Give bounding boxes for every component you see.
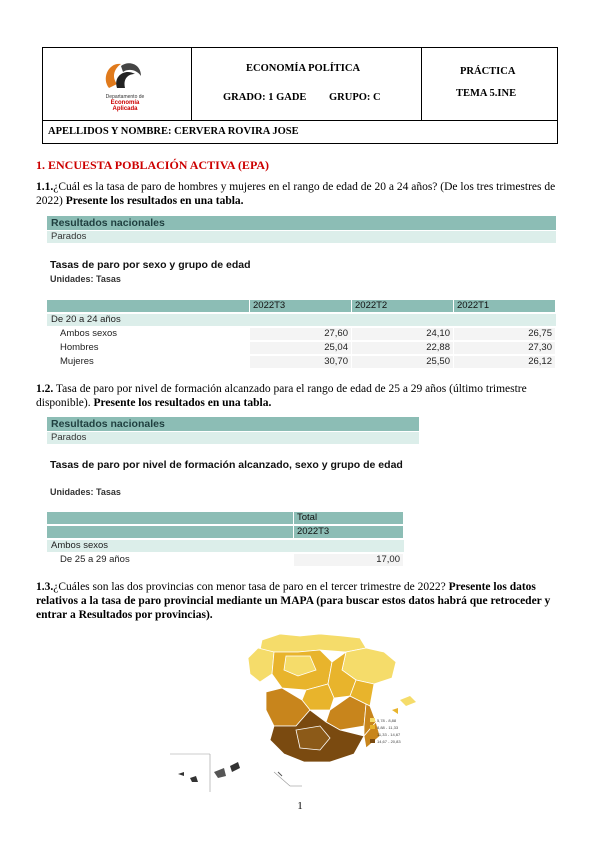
units-label: Unidades: Tasas [50,274,121,284]
divider [191,48,192,120]
question-instruction: Presente los datos relativos a la tasa de paro provincial mediante un MAPA (para buscar estos datos habrá que retroceder y entrar a Resultados por provincias). [36,581,551,621]
results-bar: Resultados nacionales [47,216,556,230]
group-label: GRUPO: C [329,92,381,103]
topic-label: TEMA 5.INE [456,88,517,99]
legend-item: 8,88 - 11,33 [377,725,399,730]
units-label: Unidades: Tasas [50,487,121,497]
unemployment-map [170,626,430,792]
grade-label: GRADO: 1 GADE [223,92,307,103]
table-cell: 26,12 [454,356,556,368]
logo-line2: Economía [110,100,140,106]
question-instruction: Presente los resultados en una tabla. [65,195,244,207]
row-label: De 25 a 29 años [60,554,130,565]
page-number: 1 [297,800,303,812]
row-label: Ambos sexos [60,328,118,339]
question-1-2 [36,382,564,410]
row-label: Hombres [60,342,99,353]
department-logo [95,58,153,110]
column-header: 2022T3 [250,300,352,312]
table-title: Tasas de paro por nivel de formación alcanzado, sexo y grupo de edad [50,459,403,471]
table-cell: 24,10 [352,328,454,340]
table-cell: 27,60 [250,328,352,340]
student-name: APELLIDOS Y NOMBRE: CERVERA ROVIRA JOSE [48,126,299,137]
column-header: 2022T2 [352,300,454,312]
table-cell: 30,70 [250,356,352,368]
table-title: Tasas de paro por sexo y grupo de edad [50,259,251,271]
divider [43,120,557,121]
question-text: Tasa de paro por nivel de formación alcanzado para el rango de edad de 25 a 29 años (último trimestre disponible). [36,383,527,409]
practice-label: PRÁCTICA [460,66,516,77]
column-header: 2022T1 [454,300,556,312]
table-cell: 22,88 [352,342,454,354]
table-cell: 26,75 [454,328,556,340]
question-number: 1.1. [36,181,54,193]
table-cell: 27,30 [454,342,556,354]
table-cell: 25,04 [250,342,352,354]
table-header-blank [47,526,294,538]
question-text: ¿Cuál es la tasa de paro de hombres y mujeres en el rango de edad de 20 a 24 años? (De los tres trimestres de 2022) [36,181,556,207]
logo-icon [95,58,153,94]
legend-item: 14,67 - 20,83 [377,739,401,744]
header-table [42,47,558,144]
question-number: 1.3. [36,581,54,593]
group-row: Ambos sexos [47,540,404,552]
column-header: 2022T3 [294,526,404,538]
column-header-total: Total [294,512,404,524]
group-row: De 20 a 24 años [47,314,556,326]
question-1-1 [36,180,564,208]
legend-item: 5,78 - 8,88 [377,718,397,723]
question-text: ¿Cuáles son las dos provincias con menor tasa de paro en el tercer trimestre de 2022? [53,581,449,593]
table-cell: 17,00 [294,554,404,566]
question-instruction: Presente los resultados en una tabla. [93,397,272,409]
logo-line1: Departamento de [105,94,145,100]
table-header-blank [47,512,294,524]
table-header-blank [47,300,250,312]
logo-line3: Aplicada [112,106,138,112]
sub-bar: Parados [47,432,419,444]
section-title: 1. ENCUESTA POBLACIÓN ACTIVA (EPA) [36,158,270,172]
question-number: 1.2. [36,383,54,395]
divider [421,48,422,120]
table-cell: 25,50 [352,356,454,368]
question-1-3 [36,580,564,622]
sub-bar: Parados [47,231,556,243]
spain-map-icon [170,626,430,792]
course-title: ECONOMÍA POLÍTICA [246,63,361,74]
row-label: Mujeres [60,356,94,367]
legend-item: 11,33 - 14,67 [377,732,401,737]
results-bar: Resultados nacionales [47,417,419,431]
